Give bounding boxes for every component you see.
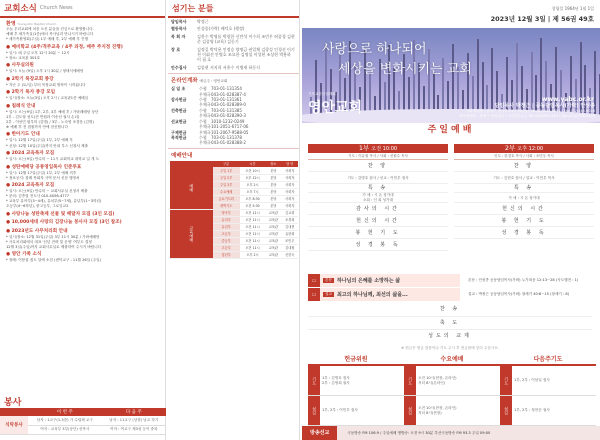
staff-role: 안수집사 [171,64,187,70]
service-2-row: 성 경 봉 독 [454,227,594,239]
news-item-line: * 신청: 12월 10일(주일)까지 안내 부스 신청서 제출 [6,143,88,148]
prayer-box [308,354,404,426]
service-2-label: 2부 [504,144,516,152]
news-item-line: * 정보공지: 침례 목회자 사역 문서 신문 행정처 [6,175,80,180]
bullet-icon: ● [6,211,12,217]
account-row [168,140,299,145]
schedule-cell: 오후 7시 [240,188,265,195]
news-item-line: 초등부(4~6학년), 중고등부, 그로잉교2 [6,204,69,209]
account-type: 선교헌금 [171,118,187,124]
prayer-row-text: 1부, 2부 : 정찬순 권사 [514,408,550,412]
news-item-line: * 문의: 김종열 전도사 010-4056-4777 [6,194,70,199]
bullet-icon: ● [6,132,12,138]
staff-list [168,18,299,71]
schedule-cell: 신한숙 [282,251,298,258]
sermon-title: 최고의 하나님께, 최선의 삶을... [336,292,408,298]
serve-cell: 남자 : 11교구 (상향) 남교 하기 [102,416,166,425]
account-number: 101-2051-6717-06 [211,124,249,130]
schedule-cell: 교육관 [265,237,281,244]
news-item-title: 예비학교 (4주/격주교육 / 4주 과정, 매주 주지정 진행) [11,44,123,50]
schedule-cell: 주일 2부 [213,174,240,181]
account-bank: 수협 [199,134,207,140]
prayer-row-label: 섬김 [308,396,320,425]
schedule-cell: 새벽기도 [213,202,240,209]
news-list [0,45,165,265]
schedule-col-header: 장소 [265,161,281,168]
service-1-choir [308,193,448,203]
service-2 [454,144,594,239]
schedule-header [168,148,299,161]
address-line-2: 중랑예배당 : 중랑구 중랑천로 7 (면목본동) | Tel.(02)490-1181 | Fax.(02)2208-6405 [459,114,595,118]
service-2-row: 가 애 : 시 온 성가대 [454,193,594,203]
account-header [168,73,299,86]
staff-row [168,25,299,32]
schedule-cell: 오후 2시 [240,251,265,258]
prayer-row-text: 오전 10시(현장, 온라인) 저녁 8시(현장) [418,405,457,415]
serve-row-label: 식탁봉사 [0,416,28,434]
broadcast-footer [302,426,600,440]
logo-subtitle: 기독교한국침례회 [308,92,336,96]
schedule-cell: 사회자 [282,188,298,195]
service-2-row: 기도 : 김현호 집사 / 설교 : 이민우 목사 [454,172,594,184]
text-title-row [320,274,460,287]
staff-role: 목 회 자 [171,33,186,39]
staff-row [168,18,299,25]
church-logo [308,92,362,117]
service-2-row: 헌신의 시간 [454,203,594,215]
staff-row [168,33,299,46]
sermon-side-label: ☐ [308,274,320,287]
news-item [0,183,165,210]
church-news-header [0,0,165,18]
schedule-cell: 오후 2시 [240,181,265,188]
schedule-title: 예배안내 [171,152,193,159]
account-type: 십 일 조 [171,86,186,92]
news-item [0,90,165,102]
bullet-icon: ● [6,103,12,109]
account-number: 1010-1232-0249 [211,118,245,124]
schedule-cell: 오전 11시 [240,237,265,244]
news-item-line: * 일시: 12월 17일(주일) 1부, 2부 예배 후 [6,138,73,143]
sermon-title-row [320,288,460,301]
welcome-subtitle: Young-Ahn Baptist Church [17,22,57,26]
prayer-row-label: 기도 [500,366,512,395]
staff-role: 장 로 [171,46,181,52]
news-item-title: 성탄예배당 공통영입목사 인준투표 [11,164,82,170]
news-item-line: * 교육부 유아부(3~4세), 유치부(5~7세), 유년부(1~3학년) [6,199,102,204]
schedule-cell: 초등부 [213,230,240,237]
bullet-icon: ● [6,44,12,50]
account-bank: 우체국 [199,102,211,108]
account-number: 101-2067-9588-05 [211,129,249,135]
account-number: 703-01-131385 [211,107,242,113]
service-2-leaders: 인도 : 한경호 목사 / 사회 : 조민우 목사 [454,153,594,160]
prayer-box [500,354,596,426]
serve-col-next-week: 다 음 주 [102,408,166,416]
news-item-line: * 일시/장소: 12월 31일(주일) 3부 11시 30분 / 가락예배당 [6,234,100,239]
news-item-title: 2023년도 사무처리회 안내 [11,228,68,234]
pastor-line: 담임목사 박정근 | 공동담임목사(가락) 안성종 [494,103,595,109]
account-type [171,140,199,145]
schedule-col-header: 구분 [213,161,240,168]
prayer-box-row [308,366,404,396]
news-item [0,212,165,219]
schedule-cell: 사회자 [282,174,298,181]
welcome-heading [0,18,165,27]
bullet-icon: ● [6,76,12,82]
staff-header [168,0,299,18]
schedule-cell: 김교회 [282,209,298,216]
schedule-row [170,167,298,174]
schedule-cell: 교육관 [265,244,281,251]
prayer-row-text: 1부, 2부 : 이민우 집사 [322,408,358,412]
schedule-cell: 오전 11시 [240,216,265,223]
service-2-time: 오후 12:00 [517,146,544,152]
staff-role: 협동목사 [171,26,187,32]
news-item-title: 2학기 목장교회 종강 [11,76,54,82]
service-1-row: 특 송 [308,184,448,193]
schedule-cell: 조민우 [282,237,298,244]
schedule-cell: 교육관 [265,223,281,230]
news-item-line: * 일시: 오는(9일) 안수미 ~ 교회사무실 신청서 제출 [6,189,88,194]
news-item [0,63,165,75]
news-item-line: * 일시: 오는(9일) 1부, 2부, 3부 예배 후 / 가락례배당 상단 [6,109,99,114]
schedule-cell: 주일 3부 [213,181,240,188]
schedule-cell: 유한희 [282,230,298,237]
news-item-line: * 사무처리회에서 대표 '신년 전략 및 운영' 여부도 결정 [6,239,92,244]
news-item-line: * 일시: 12월 17일(주일) 1부, 2부 예배 직후 [6,170,77,175]
news-item-line: ※ 예배 후 전 집원까지 안에 친신합니다 [6,124,68,129]
welcome-line-1: 오늘 우리교회에 처음 오신 분들을 진심으로 환영합니다. [6,27,94,31]
news-item-title: 영안 가족 소식 [11,252,42,258]
account-bank: 우체국 [199,129,211,135]
account-type: 구제헌금 [171,129,187,135]
service-1-row: 성 경 봉 독 [308,239,448,251]
schedule-cell: 김대현 [282,223,298,230]
account-subtitle: 예금주 : 영안교회 [199,79,228,84]
bullet-icon: ● [6,164,12,170]
account-number: 703-01-131354 [211,86,242,92]
account-number: 703-01-131361 [211,97,242,103]
account-list [168,86,299,145]
bullet-icon: ● [6,228,12,234]
prayer-box-title: 수요예배 [404,354,500,366]
news-item [0,104,165,131]
serve-title: 봉사 [4,398,22,408]
closing-row: 찬 송 [439,306,461,312]
news-item-title: 사랑나눔 성탄축제 선물 및 배달자 모집 (3인 모집) [11,211,115,217]
church-news-subtitle: Church News [39,5,73,11]
bullet-icon: ● [6,63,12,69]
news-item-line: * 지난 주 (토/일) 부터 목장교회 방학이 시작됩니다 [6,82,86,87]
staff-row [168,46,299,64]
account-number: 043-01-028389-0 [211,102,246,108]
account-title: 온라인계좌 [171,78,198,85]
service-1-row: 헌신의 시간 [308,215,448,227]
account-bank: 우체국 [199,91,211,97]
prayer-row-text: 오전 10시(현장, 온라인) 저녁 8시(온라인) [418,375,457,385]
schedule-cell: 본당 [265,202,281,209]
schedule-cell: 본당 [265,188,281,195]
service-2-row: 특 송 [454,184,594,193]
schedule-cell: 고등부 [213,244,240,251]
sermon-box [308,274,592,301]
service-1-choir-1: 가 애 : 시 온 성가대 [362,193,394,197]
news-item [0,132,165,149]
schedule-cell: 교육관 [265,230,281,237]
schedule-cell: 오전 10시 [240,167,265,174]
news-item-title: 사무실의원 [11,63,34,69]
prayer-row-text: 1부, 2부 : 이삼일 집사 [514,378,550,382]
account-number: 043-01-028390-3 [211,113,246,119]
bullet-icon: ● [6,252,12,258]
schedule-cell: 유치부 [213,216,240,223]
news-item-heading [6,220,161,226]
schedule-cell: 오전 11시 [240,223,265,230]
schedule-cell: 중등부 [213,237,240,244]
account-bank: 우체국 [199,140,211,146]
schedule-cell: 사회자 [282,181,298,188]
news-item [0,151,165,163]
schedule-col-header: 시간 [240,161,265,168]
prayer-row-label: 섬김 [404,396,416,425]
news-item [0,252,165,264]
schedule-cell: 오전 11시 [240,244,265,251]
account-bank: 우체국 [199,124,211,130]
bullet-icon: ● [6,220,12,226]
slogan-line-2: 세상을 변화시키는 교회 [338,62,472,77]
service-1 [308,144,448,251]
service-2-header [454,144,594,153]
sermon-tag: 설교 [325,292,332,296]
news-item [0,45,165,62]
welcome-line-3: * 새가족환영회(주일) 1부 예배 후, 2부 예배 후 진행 [6,37,88,42]
service-1-row: 기도 : 김명호 집사 / 선교 : 이민우 집사 [308,172,448,184]
schedule-cell: 주일 1부 [213,167,240,174]
schedule-cell: 오전 11시 [240,230,265,237]
prayer-box-row [404,366,500,396]
service-1-choir-2: 오희 : 인 희 성가대 [362,198,394,202]
welcome-title: 환영 [6,21,16,27]
serve-cell: 여자 : 교육부 3부(상단) 선목사 [28,425,102,434]
schedule-cell: 본당 [265,181,281,188]
prayer-row-label: 기도 [308,366,320,395]
news-item-title: 2024 교육목자 모집 [11,183,55,189]
news-item-line: * 일시: 오는(9일) 안수미 ~ 11시 교회학교 대학교 일 개 도 [6,157,100,162]
prayer-box-title: 헌금위원 [308,354,404,366]
schedule-group-label: 예배 [170,167,213,209]
staff-names: 김정길 박덕용 인정승 양명금 권일채 김창성 인경선 이기천 이휘선 안병호 조요한 김명섭 이성현 조상현 박용하 이 필 호 [197,46,295,63]
prayer-box-row [500,396,596,426]
schedule-cell: 사회자 [282,202,298,209]
prayer-box-row [500,366,596,396]
text-reference: 본문 : 인성종 공동담임목사(가락) 누가복음 12:13~28 (사도행전 : 1) [468,278,579,282]
bullet-icon: ● [6,183,12,189]
account-bank: 수협 [199,97,207,103]
news-item [0,220,165,227]
news-item-title: 침례식 안내 [11,103,36,109]
tree-decoration [369,73,371,115]
broadcast-text: 극동방송 FM 106.9 / 주일예배 생방송: 오전 9시 30분 부산극동방송 FM 93.3 주일 09:00 [347,430,491,435]
news-item-line: * 장소: 교육관 301호 [6,55,41,60]
news-item-line: * 일시: 오늘 (9일) 오후 1시 30분 / 형태식에배당 [6,69,84,74]
news-item-title: 한아기도 안내 [11,132,40,138]
schedule-cell: 본당 [265,174,281,181]
schedule-cell: 금요기도회 [213,195,240,202]
account-bank: 수협 [199,107,207,113]
service-1-time: 오전 10:00 [371,146,398,152]
staff-title: 섬기는 분들 [172,3,214,13]
prayer-row-label: 기도 [404,366,416,395]
schedule-cell: 오전 5:30 [240,202,265,209]
serve-cell: 여자 : 여교구 제3성 등이 중복 [102,425,166,434]
news-item-line: * 일시: 매 주일 오후 12시 20분 ~ 12시 [6,50,70,55]
text-title: 하나님의 은혜를 소망하는 삶 [336,278,401,284]
bullet-icon: ● [6,151,12,157]
service-1-row: 찬 양 [308,160,448,172]
schedule-col-header: 담 당 [282,161,298,168]
address-line-1: 가락예배당 : 송파구 송이로 51 (가락동) | Tel.(02)443-0691 | Fax.(02)443-9026 [466,109,595,113]
issue-date: 2023년 12월 3일 | 제 56권 49호 [490,15,594,23]
schedule-cell: 사회자 [282,195,298,202]
serve-cell: 남자 : 1교구(1-3층) 가 수렵채 교구 [28,416,102,425]
news-item-line: * 장례: 이봉섭 집도 달에 소천 (변덕교구 - 11월 26일 (주일) [6,258,102,263]
sermon-reference: 설교 : 박정근 공동담임목사(가락) 창세기 40:8~15 (창세기 : 8) [468,292,570,296]
prayer-row-label: 섬김 [500,396,512,425]
news-item-line: 2부 - 이선민 원우미 (김명) / 3부 - 노숙영 조경음 (김명) [6,119,94,124]
service-2-row: 찬 양 [454,160,594,172]
serve-table [0,408,166,435]
news-item-title: 10,000세대 사랑의 김장나눔 봉사자 모집 (3인 참조) [11,220,122,226]
broadcast-label: 방송선교 [302,426,337,440]
news-item-line: 12월 3일(주일)까지 교회사무실로 제출하여 주시기 바랍니다 [6,244,102,249]
staff-names: 안성종(가락) 배덕호 (행정) [197,26,245,32]
service-1-label: 1부 [358,144,370,152]
schedule-cell: 본당 [265,167,281,174]
prayer-box [404,354,500,426]
church-info [417,104,595,119]
schedule-cell: 사회자 [282,167,298,174]
account-number: 043-01-028388-2 [211,140,246,146]
staff-names: 김찬수 박영롭 박광한 신만석 이수희 조민우 허종경 김현준 김종영 (교육) 김동기 [197,33,295,45]
schedule-cell: 오전 11시 [240,209,265,216]
welcome-line-2: 예배 후 새가족실(1층)에서 목사님과 만나시기 바랍니다 [6,32,94,37]
prayer-box-title: 다음주기도 [500,354,596,366]
schedule-cell: 교육관 [265,209,281,216]
news-item-line: 1부 - 김도형 성도(전 반원과 이송선 권사 손녀) [6,114,80,119]
staff-names: 김종현 서지희 서흥수 이병재 하동식 [197,64,261,70]
service-1-leaders: 기도 : 이유원 목사 / 사회 : 신원수 목사 [308,153,448,160]
schedule-cell: 오후 8:30 [240,195,265,202]
news-item [0,77,165,89]
schedule-table [170,161,298,259]
schedule-cell: 오후 12시 [240,174,265,181]
staff-names: 박정근 [197,19,209,24]
account-type: 건축헌금 [171,107,187,113]
account-bank: 우체국 [199,113,211,119]
serve-col-this-week: 이 번 주 [28,408,102,416]
account-bank: 수협 [199,118,207,124]
schedule-cell: 영아부 [213,209,240,216]
account-number: 043-01-028387-4 [211,91,246,97]
account-type: 감사헌금 [171,97,187,103]
schedule-cell: 본당 [265,195,281,202]
schedule-cell: 조경희 [282,216,298,223]
text-tag: 본문 [325,278,332,282]
offering-notice: ※ 헌금은 헌금 말씀이나 기도 주시 후 헌금함에 넣어 주십시오. [401,346,499,350]
closing-row: 축 도 [308,316,592,328]
schedule-cell: 교육관 [265,251,281,258]
schedule-row [170,209,298,216]
slogan-line-1: 사랑으로 하나되어 [322,42,427,57]
news-item-heading [6,212,161,218]
serve-section [0,395,166,435]
prayer-row-text: 1부 : 김명호 집사 2부 : 김영희 권사 [322,375,350,385]
church-news-title: 교회소식 [4,4,37,14]
schedule-cell: 유년부 [213,223,240,230]
worship-title: 주일예배 [427,125,475,135]
logo-text: 영안교회 [308,100,363,116]
church-news-column [0,0,166,440]
staff-row [168,64,299,71]
account-number: 703-01-131378 [211,134,242,140]
service-1-row: 봉 헌 기 도 [308,227,448,239]
schedule-cell: 수요예배 [213,188,240,195]
schedule-cell: 교육관 [265,216,281,223]
schedule-cell: 청년부 [213,251,240,258]
news-item-title: 2024 교육목자 모집 [11,151,55,157]
news-item [0,229,165,251]
account-bank: 수협 [199,86,207,92]
schedule-group-label: 교육예배 [170,209,213,258]
prayer-box-row [308,396,404,426]
news-item [0,165,165,182]
news-item-line: * 일시/장소: 오늘(3일) 오후 2시 / 교육관1층 예배실 [6,96,89,101]
church-url[interactable]: www.yabc.or.kr [541,96,594,103]
news-item-title: 2학기 목자 종강 모임 [11,90,56,96]
staff-role: 담임목사 [171,19,187,24]
service-2-row: 봉 헌 기 도 [454,215,594,227]
sermon-side-label: ☐ [308,288,320,301]
prayer-box-row [404,396,500,426]
welcome-text [0,27,165,43]
bullet-icon: ● [6,90,12,96]
schedule-cell: 김대원 [282,244,298,251]
closing-row: 성도의 교제 [308,329,592,341]
founded-date: 창립일 1964년 1월 1일 [551,6,594,11]
staff-column [168,0,300,440]
service-1-header [308,144,448,153]
service-1-row: 감사의 시간 [308,203,448,215]
cover-banner [302,28,600,123]
account-type: 목적헌금 [171,134,187,140]
